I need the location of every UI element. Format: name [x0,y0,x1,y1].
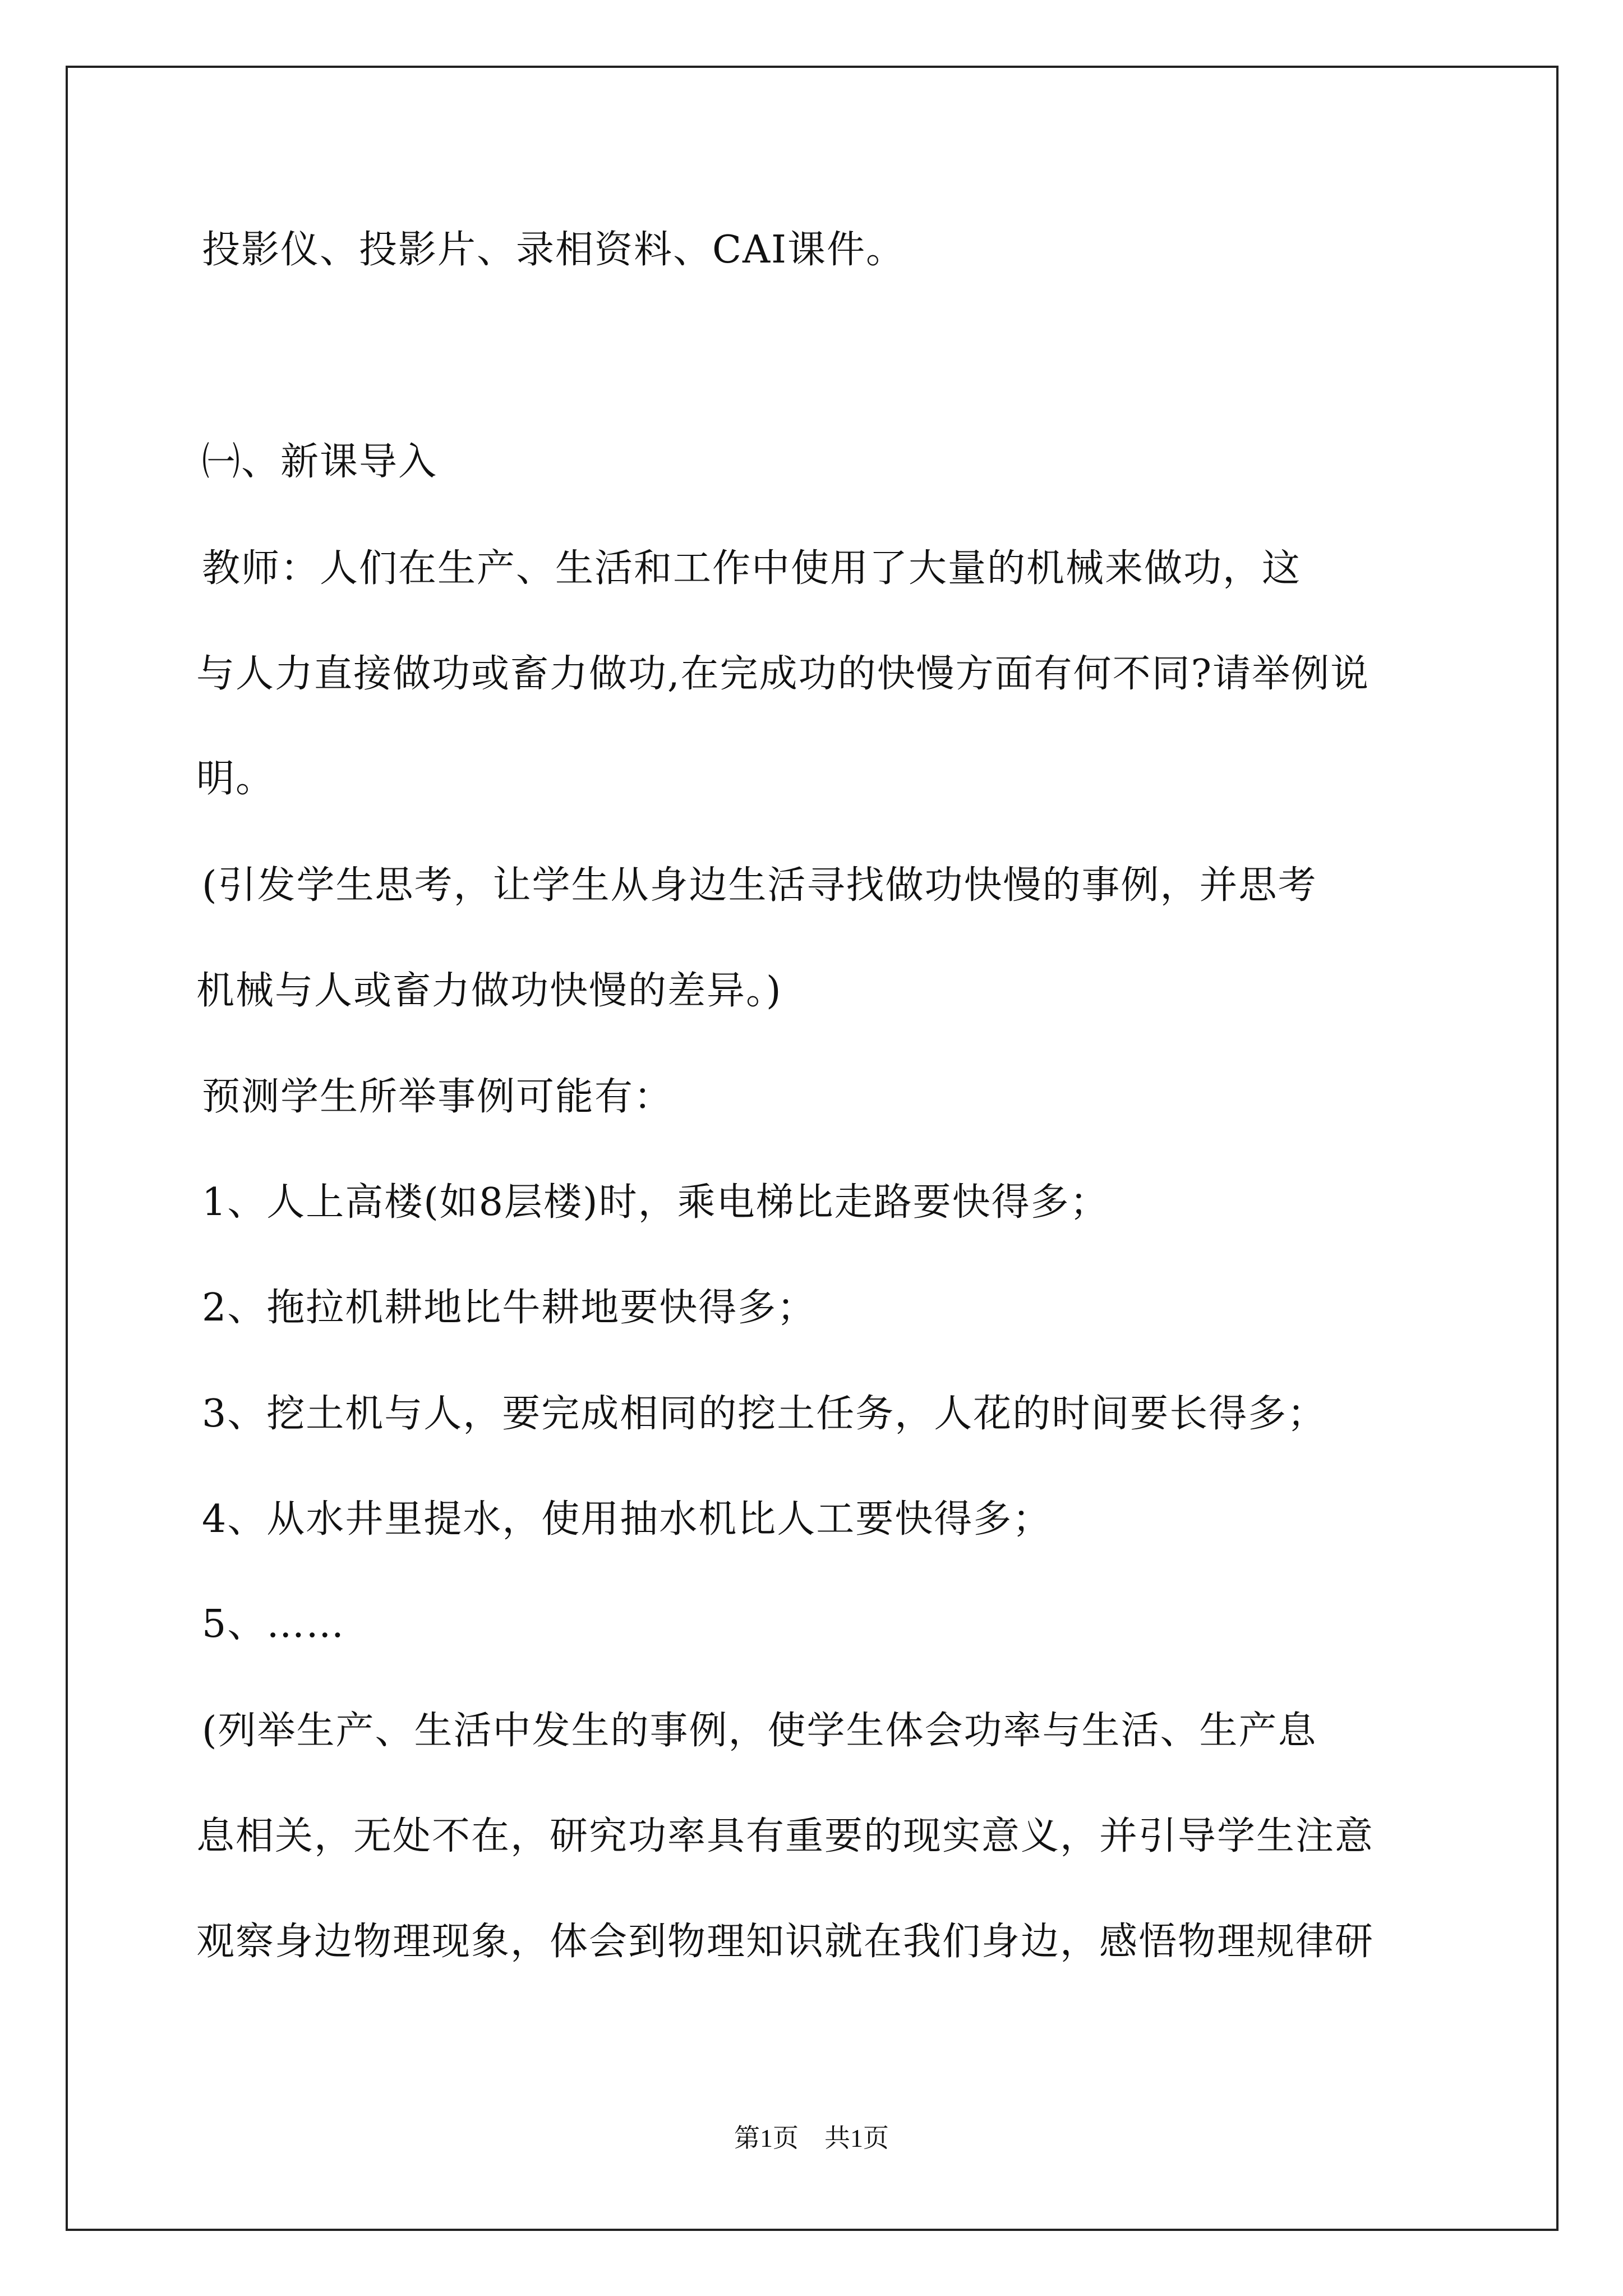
line-note-2: 机械与人或畜力做功快慢的差异。) [196,969,782,1013]
line-predict: 预测学生所举事例可能有： [202,1075,674,1119]
line-teacher-1: 教师：人们在生产、生活和工作中使用了大量的机械来做功，这 [202,546,1302,591]
list-item-3: 3、挖土机与人，要完成相同的挖土任务，人花的时间要长得多； [202,1392,1327,1436]
line-summary-2: 息相关，无处不在，研究功率具有重要的现实意义，并引导学生注意 [196,1814,1375,1858]
list-item-1: 1、人上高楼(如8层楼)时，乘电梯比走路要快得多； [202,1180,1109,1225]
line-teacher-3: 明。 [196,757,275,801]
line-summary-1: (列举生产、生活中发生的事例，使学生体会功率与生活、生产息 [202,1709,1317,1753]
list-item-2: 2、拖拉机耕地比牛耕地要快得多； [202,1286,817,1330]
page-number-footer: 第1页 共1页 [734,2124,889,2152]
line-summary-3: 观察身边物理现象，体会到物理知识就在我们身边，感悟物理规律研 [196,1920,1375,1964]
page-border [66,66,1559,2231]
line-section-heading: ㈠、新课导入 [202,440,438,484]
line-materials: 投影仪、投影片、录相资料、CAI课件。 [202,228,905,272]
line-teacher-2: 与人力直接做功或畜力做功,在完成功的快慢方面有何不同?请举例说 [196,652,1370,696]
list-item-5: 5、…… [202,1602,345,1646]
line-note-1: (引发学生思考，让学生从身边生活寻找做功快慢的事例，并思考 [202,863,1317,908]
list-item-4: 4、从水井里提水，使用抽水机比人工要快得多； [202,1497,1052,1542]
